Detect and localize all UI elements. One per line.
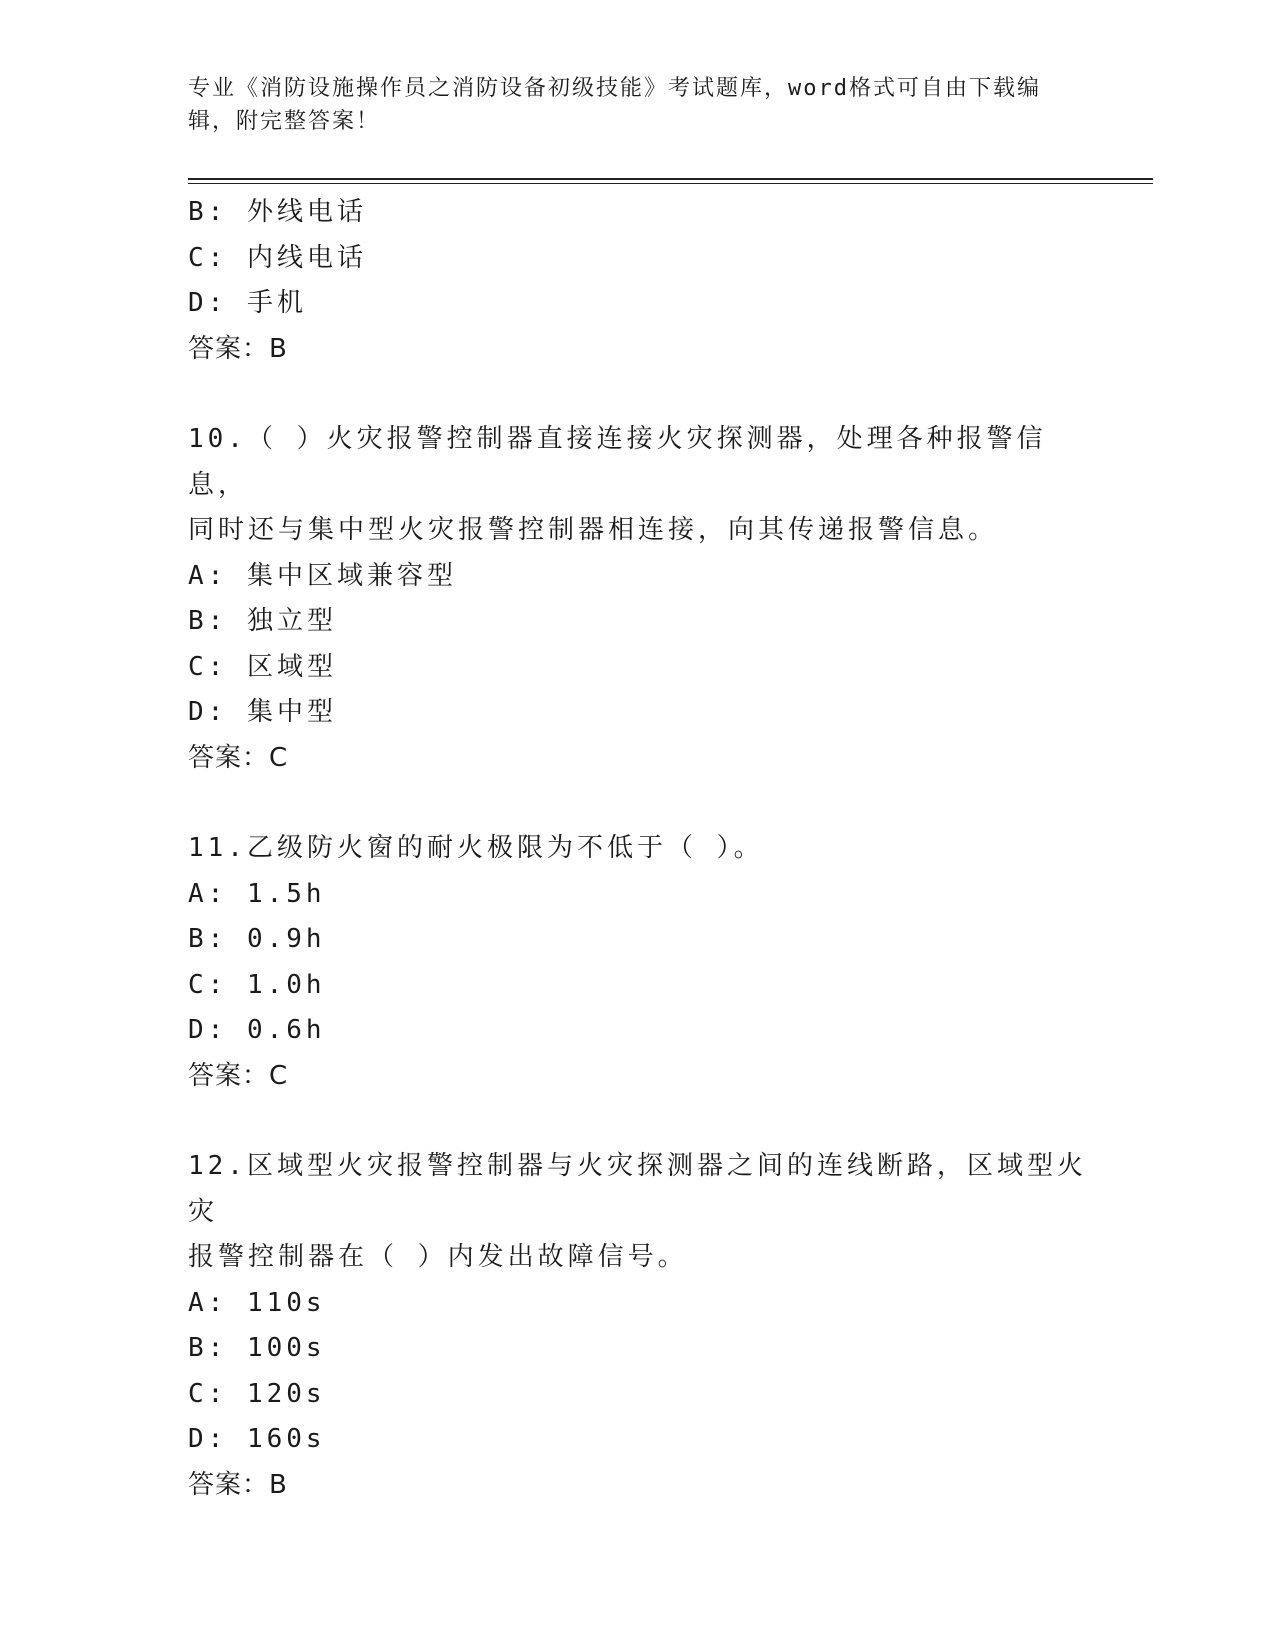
question-text-line: 10.（ ）火灾报警控制器直接连接火灾探测器，处理各种报警信息，: [188, 424, 1047, 500]
answer-line: 答案：C: [188, 1060, 289, 1091]
option-d: D: 手机: [188, 288, 307, 318]
answer-line: 答案：C: [188, 742, 289, 773]
option-d: D: 集中型: [188, 697, 337, 727]
question-text-line: 报警控制器在（ ）内发出故障信号。: [188, 1242, 688, 1272]
option-a: A: 1.5h: [188, 878, 326, 909]
document-body: [188, 190, 1088, 1508]
option-a: A: 集中区域兼容型: [188, 560, 457, 591]
spacer: [188, 1099, 1088, 1144]
option-c: C: 区域型: [188, 651, 337, 682]
option-c: C: 120s: [188, 1378, 326, 1409]
option-b: B: 外线电话: [188, 197, 367, 227]
option-d: D: 160s: [188, 1424, 326, 1454]
question-block-11: [188, 826, 1088, 1099]
option-b: B: 独立型: [188, 606, 337, 636]
answer-line: 答案：B: [188, 333, 288, 364]
answer-line: 答案：B: [188, 1469, 288, 1500]
option-b: B: 0.9h: [188, 924, 326, 954]
option-c: C: 内线电话: [188, 242, 367, 273]
question-block-12: [188, 1144, 1088, 1508]
spacer: [188, 781, 1088, 826]
question-text-line: 12.区域型火灾报警控制器与火灾探测器之间的连线断路，区域型火灾: [188, 1151, 1087, 1227]
header-rule-thin: [188, 183, 1153, 184]
question-block-partial: [188, 190, 1088, 372]
spacer: [188, 372, 1088, 417]
header-rule-thick: [188, 178, 1153, 180]
question-text-line: 同时还与集中型火灾报警控制器相连接，向其传递报警信息。: [188, 515, 999, 545]
option-a: A: 110s: [188, 1287, 326, 1318]
question-block-10: [188, 417, 1088, 781]
question-text-line: 11.乙级防火窗的耐火极限为不低于（ ）。: [188, 833, 764, 863]
option-c: C: 1.0h: [188, 969, 326, 1000]
document-header: 专业《消防设施操作员之消防设备初级技能》考试题库，word格式可自由下载编辑，附完整答案！: [188, 76, 1041, 134]
option-d: D: 0.6h: [188, 1015, 326, 1045]
option-b: B: 100s: [188, 1333, 326, 1363]
